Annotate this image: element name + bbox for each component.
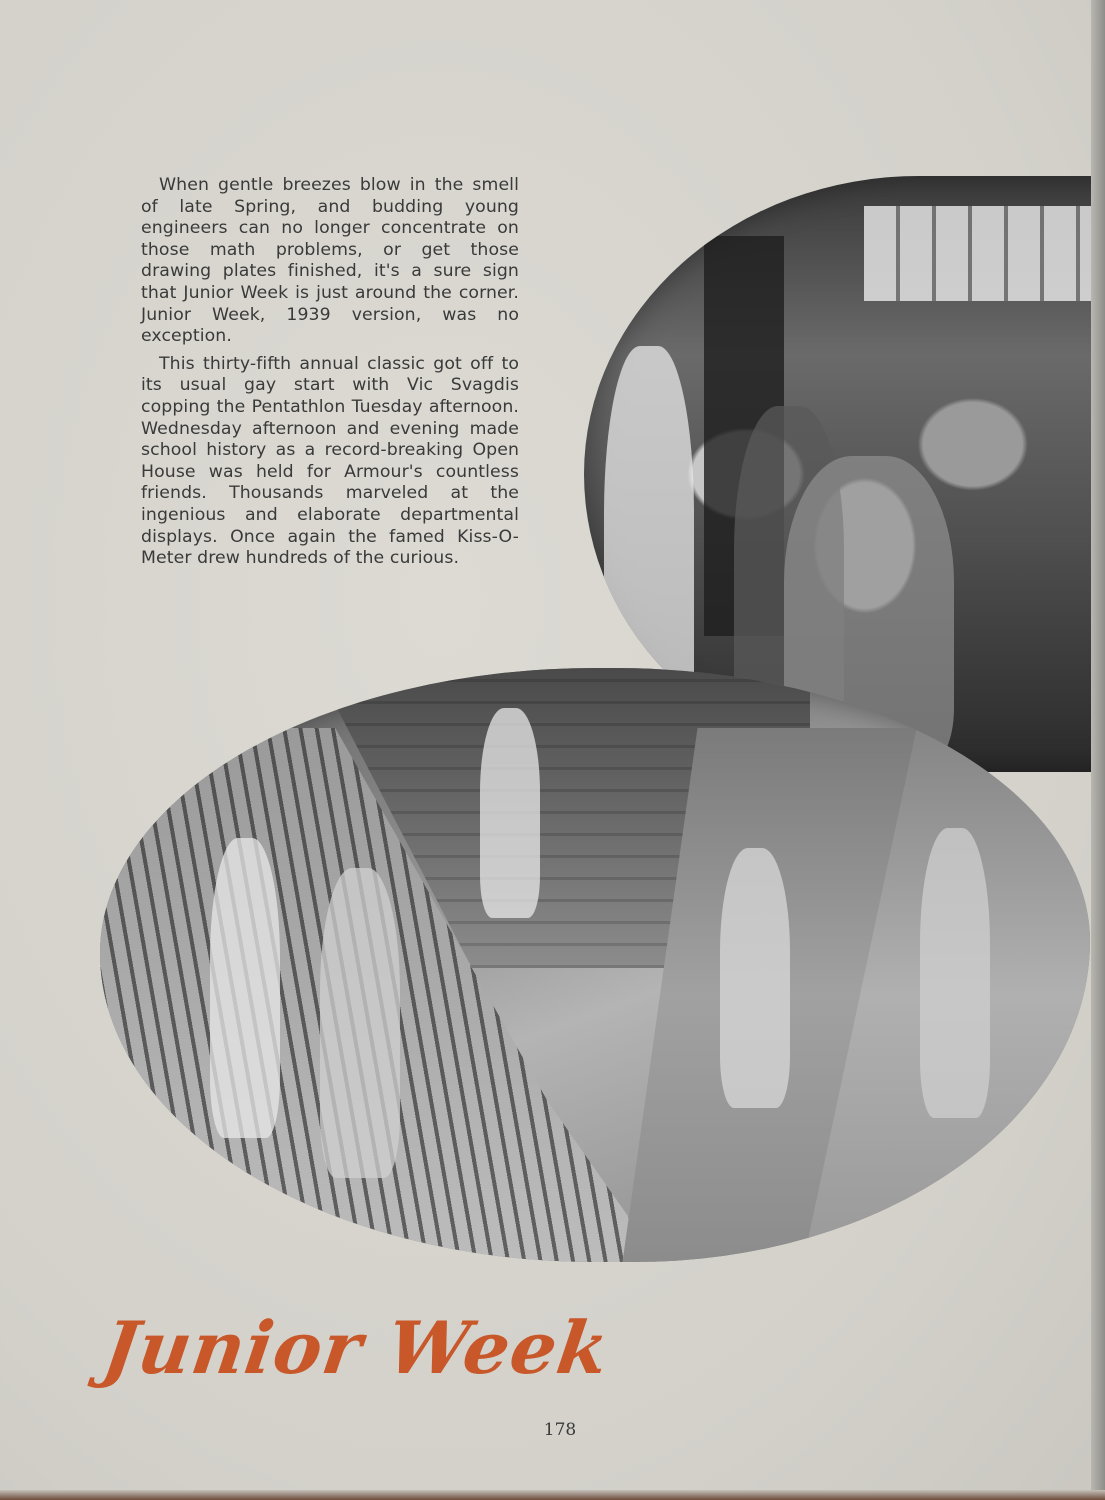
runner-figure <box>210 838 280 1138</box>
section-title: Junior Week <box>98 1305 615 1390</box>
track-meet-photo <box>100 668 1090 1262</box>
runner-figure <box>920 828 990 1118</box>
runner-figure <box>320 868 400 1178</box>
page-edge <box>1091 0 1105 1500</box>
intro-paragraph-1: When gentle breezes blow in the smell of late Spring, and budding young engineers can no longer concentrate on those math problems, or get those drawing plates finished, it's a sure sign that Junior Week is just around the corner. Junior Week, 1939 version, was no exception. <box>141 175 519 347</box>
display-wall <box>864 206 1105 301</box>
intro-text <box>141 175 519 576</box>
sprinter-figure <box>480 708 540 918</box>
page-number: 178 <box>543 1420 577 1440</box>
page-edge <box>0 1490 1105 1500</box>
hurdler-figure <box>720 848 790 1108</box>
intro-paragraph-2: This thirty-fifth annual classic got off to its usual gay start with Vic Svagdis copping the Pentathlon Tuesday afternoon. Wednesday afternoon and evening made school history as a record-breaking Open House was held for Armour's countless friends. Thousands marveled at the ingenious and elaborate departmental displays. Once again the famed Kiss-O-Meter drew hundreds of the curious. <box>141 353 519 569</box>
